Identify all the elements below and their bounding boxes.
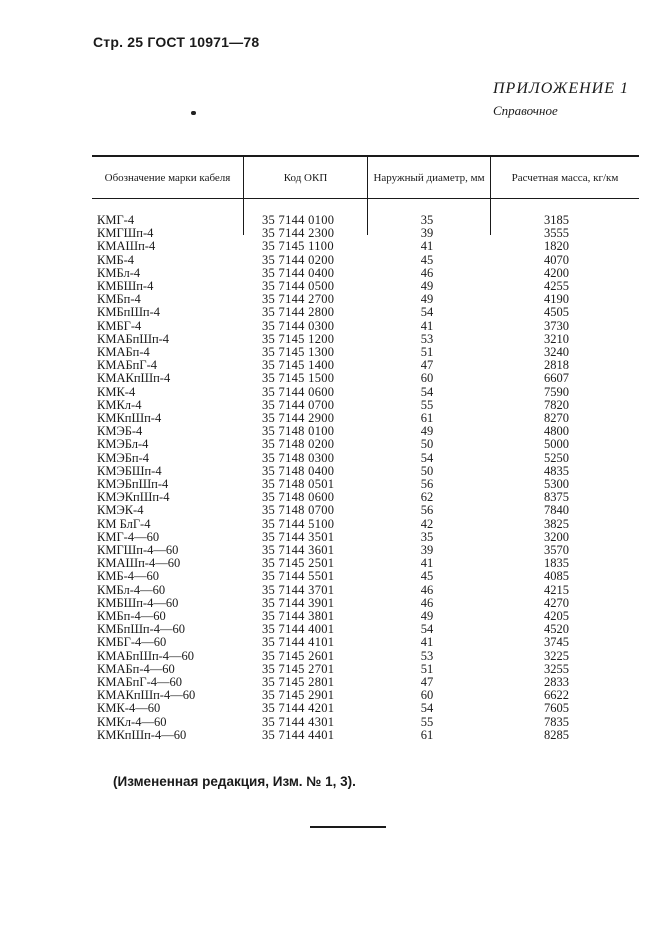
okp-code: 35 7148 0100 — [262, 424, 335, 439]
estimated-mass: 3185 — [544, 213, 569, 227]
estimated-mass: 3570 — [544, 543, 569, 557]
okp-code: 35 7145 1300 — [262, 345, 335, 359]
okp-code: 35 7145 2501 — [262, 556, 335, 571]
estimated-mass: 4215 — [544, 582, 569, 597]
estimated-mass: 5250 — [544, 450, 569, 465]
estimated-mass: 4505 — [544, 305, 569, 320]
outer-diameter: 49 — [420, 279, 434, 293]
outer-diameter: 54 — [420, 450, 434, 465]
cable-grade: КМАКпШп-4 — [97, 371, 171, 386]
estimated-mass: 4200 — [544, 265, 569, 280]
outer-diameter: 41 — [420, 239, 434, 254]
estimated-mass: 8285 — [544, 727, 569, 742]
okp-code: 35 7145 1200 — [262, 331, 335, 346]
estimated-mass: 5000 — [544, 437, 569, 452]
estimated-mass: 3225 — [544, 648, 569, 663]
okp-code: 35 7144 4401 — [262, 727, 335, 742]
okp-code: 35 7144 2900 — [262, 411, 335, 425]
estimated-mass: 6607 — [544, 371, 569, 386]
okp-code: 35 7144 0200 — [262, 252, 335, 267]
okp-code: 35 7144 0100 — [262, 213, 335, 227]
cable-grade: КМАКпШп-4—60 — [97, 688, 196, 703]
okp-code: 35 7144 3901 — [262, 595, 335, 610]
okp-code: 35 7144 3801 — [262, 609, 335, 623]
outer-diameter: 39 — [420, 226, 434, 241]
okp-code: 35 7148 0501 — [262, 477, 335, 491]
outer-diameter: 51 — [420, 661, 434, 676]
cable-grade: КМАБпГ-4—60 — [97, 675, 182, 689]
estimated-mass: 7820 — [544, 397, 569, 412]
outer-diameter: 41 — [420, 556, 434, 571]
estimated-mass: 4085 — [544, 569, 569, 584]
outer-diameter: 61 — [420, 411, 434, 425]
standard-designation: ГОСТ 10971—78 — [147, 34, 260, 50]
outer-diameter: 45 — [420, 569, 434, 584]
outer-diameter: 53 — [420, 331, 434, 346]
outer-diameter: 47 — [420, 675, 434, 689]
cable-grade: КМБГ-4 — [97, 318, 142, 333]
okp-code: 35 7148 0700 — [262, 503, 335, 518]
outer-diameter: 47 — [420, 358, 434, 373]
page-number: Стр. 25 — [93, 34, 144, 50]
cable-grade: КМАБп-4—60 — [97, 661, 175, 676]
cable-grade: КМАШп-4 — [97, 239, 156, 254]
cable-grade: КМ БлГ-4 — [97, 516, 151, 531]
cable-grade: КМКл-4 — [97, 397, 142, 412]
estimated-mass: 6622 — [544, 688, 569, 703]
outer-diameter: 46 — [420, 582, 434, 597]
okp-code: 35 7145 1500 — [262, 371, 335, 386]
estimated-mass: 3240 — [544, 345, 569, 359]
estimated-mass: 4520 — [544, 622, 569, 637]
cable-grade: КМЭБШп-4 — [97, 463, 162, 478]
cable-grade: КМБ-4—60 — [97, 569, 160, 584]
cable-grade: КМК-4—60 — [97, 701, 161, 716]
okp-code: 35 7145 2901 — [262, 688, 335, 703]
cable-grade: КМБл-4 — [97, 265, 141, 280]
outer-diameter: 54 — [420, 622, 434, 637]
cable-grade: КМАБпШп-4 — [97, 331, 170, 346]
okp-code: 35 7144 3701 — [262, 582, 335, 597]
estimated-mass: 3200 — [544, 529, 569, 544]
cable-grade: КМБШп-4—60 — [97, 595, 179, 610]
outer-diameter: 56 — [420, 477, 434, 491]
okp-code: 35 7144 2300 — [262, 226, 335, 241]
column-header-diameter: Наружный диаметр, мм — [373, 172, 485, 184]
estimated-mass: 1835 — [544, 556, 569, 571]
okp-code: 35 7145 2701 — [262, 661, 335, 676]
okp-code: 35 7148 0600 — [262, 490, 335, 505]
outer-diameter: 39 — [420, 543, 434, 557]
outer-diameter: 46 — [420, 265, 434, 280]
cable-grade: КМКл-4—60 — [97, 714, 167, 729]
outer-diameter: 49 — [420, 292, 434, 307]
cable-grade: КМЭК-4 — [97, 503, 144, 518]
cable-grade: КМГ-4—60 — [97, 529, 160, 544]
cable-grade: КМК-4 — [97, 384, 136, 399]
outer-diameter: 54 — [420, 384, 434, 399]
page-header — [93, 34, 259, 50]
outer-diameter: 41 — [420, 635, 434, 650]
okp-code: 35 7148 0400 — [262, 463, 335, 478]
outer-diameter: 60 — [420, 371, 434, 386]
column-header-name: Обозначение марки кабеля — [104, 172, 231, 184]
outer-diameter: 35 — [420, 529, 434, 544]
estimated-mass: 3825 — [544, 516, 569, 531]
outer-diameter: 49 — [420, 424, 434, 439]
cable-grade: КМГШп-4 — [97, 226, 154, 241]
cable-grade: КМЭБл-4 — [97, 437, 149, 452]
end-rule — [310, 826, 386, 828]
estimated-mass: 5300 — [544, 477, 569, 491]
cable-grade: КМБп-4—60 — [97, 609, 166, 623]
outer-diameter: 55 — [420, 397, 434, 412]
outer-diameter: 54 — [420, 701, 434, 716]
cable-grade: КМЭБпШп-4 — [97, 477, 169, 491]
cable-grade: КМБпШп-4 — [97, 305, 161, 320]
estimated-mass: 3730 — [544, 318, 569, 333]
print-speck — [191, 111, 196, 115]
outer-diameter: 49 — [420, 609, 434, 623]
okp-code: 35 7145 1100 — [262, 239, 334, 254]
okp-code: 35 7144 4301 — [262, 714, 335, 729]
cable-grade: КМБШп-4 — [97, 279, 154, 293]
cable-grade: КМЭБ-4 — [97, 424, 143, 439]
estimated-mass: 3210 — [544, 331, 569, 346]
okp-code: 35 7144 0700 — [262, 397, 335, 412]
outer-diameter: 50 — [420, 437, 434, 452]
outer-diameter: 50 — [420, 463, 434, 478]
outer-diameter: 53 — [420, 648, 434, 663]
estimated-mass: 4205 — [544, 609, 569, 623]
okp-code: 35 7144 0600 — [262, 384, 335, 399]
cable-grade: КМЭБп-4 — [97, 450, 149, 465]
outer-diameter: 60 — [420, 688, 434, 703]
okp-code: 35 7144 2700 — [262, 292, 335, 307]
appendix-title: ПРИЛОЖЕНИЕ 1 — [493, 80, 629, 97]
estimated-mass: 8270 — [544, 411, 569, 425]
estimated-mass: 4835 — [544, 463, 569, 478]
cable-grade: КМГ-4 — [97, 213, 135, 227]
estimated-mass: 4800 — [544, 424, 569, 439]
estimated-mass: 8375 — [544, 490, 569, 505]
okp-code: 35 7145 2801 — [262, 675, 335, 689]
cable-grade: КМАБпГ-4 — [97, 358, 157, 373]
okp-code: 35 7144 5100 — [262, 516, 335, 531]
okp-code: 35 7145 1400 — [262, 358, 335, 373]
appendix-subtitle: Справочное — [493, 103, 558, 118]
cable-grade: КМЭКпШп-4 — [97, 490, 170, 505]
cable-grade: КМАБп-4 — [97, 345, 150, 359]
outer-diameter: 42 — [420, 516, 434, 531]
estimated-mass: 2833 — [544, 675, 569, 689]
estimated-mass: 3745 — [544, 635, 569, 650]
estimated-mass: 3255 — [544, 661, 569, 676]
estimated-mass: 7840 — [544, 503, 569, 518]
okp-code: 35 7145 2601 — [262, 648, 335, 663]
cable-grade: КМБпШп-4—60 — [97, 622, 186, 637]
estimated-mass: 4070 — [544, 252, 569, 267]
cable-grade: КМГШп-4—60 — [97, 543, 179, 557]
outer-diameter: 56 — [420, 503, 434, 518]
okp-code: 35 7144 3501 — [262, 529, 335, 544]
outer-diameter: 62 — [420, 490, 434, 505]
okp-code: 35 7148 0200 — [262, 437, 335, 452]
outer-diameter: 41 — [420, 318, 434, 333]
cable-grade: КМБп-4 — [97, 292, 141, 307]
cable-grade: КМКпШп-4—60 — [97, 727, 187, 742]
cable-grade: КМАШп-4—60 — [97, 556, 181, 571]
estimated-mass: 7605 — [544, 701, 569, 716]
okp-code: 35 7144 0400 — [262, 265, 335, 280]
outer-diameter: 61 — [420, 727, 434, 742]
okp-code: 35 7144 3601 — [262, 543, 335, 557]
okp-code: 35 7144 4201 — [262, 701, 335, 716]
column-divider — [243, 199, 244, 235]
cable-grade: КМБГ-4—60 — [97, 635, 167, 650]
column-header-code: Код ОКП — [283, 172, 328, 184]
column-divider — [490, 199, 491, 235]
estimated-mass: 7590 — [544, 384, 569, 399]
cable-grade: КМАБпШп-4—60 — [97, 648, 195, 663]
okp-code: 35 7144 4001 — [262, 622, 335, 637]
okp-code: 35 7148 0300 — [262, 450, 335, 465]
estimated-mass: 7835 — [544, 714, 569, 729]
okp-code: 35 7144 0300 — [262, 318, 335, 333]
cable-grade: КМКпШп-4 — [97, 411, 162, 425]
estimated-mass: 4190 — [544, 292, 569, 307]
cable-grade: КМБ-4 — [97, 252, 135, 267]
outer-diameter: 54 — [420, 305, 434, 320]
okp-code: 35 7144 5501 — [262, 569, 335, 584]
estimated-mass: 4270 — [544, 595, 569, 610]
column-divider — [367, 199, 368, 235]
outer-diameter: 45 — [420, 252, 434, 267]
outer-diameter: 55 — [420, 714, 434, 729]
revision-note: (Измененная редакция, Изм. № 1, 3). — [113, 774, 356, 789]
outer-diameter: 46 — [420, 595, 434, 610]
estimated-mass: 2818 — [544, 358, 569, 373]
table-header-rule — [92, 198, 639, 199]
okp-code: 35 7144 2800 — [262, 305, 335, 320]
cable-grade: КМБл-4—60 — [97, 582, 166, 597]
estimated-mass: 1820 — [544, 239, 569, 254]
estimated-mass: 4255 — [544, 279, 569, 293]
outer-diameter: 35 — [420, 213, 434, 227]
okp-code: 35 7144 4101 — [262, 635, 335, 650]
estimated-mass: 3555 — [544, 226, 569, 241]
okp-code: 35 7144 0500 — [262, 279, 335, 293]
outer-diameter: 51 — [420, 345, 434, 359]
column-header-mass: Расчетная масса, кг/км — [511, 172, 619, 184]
